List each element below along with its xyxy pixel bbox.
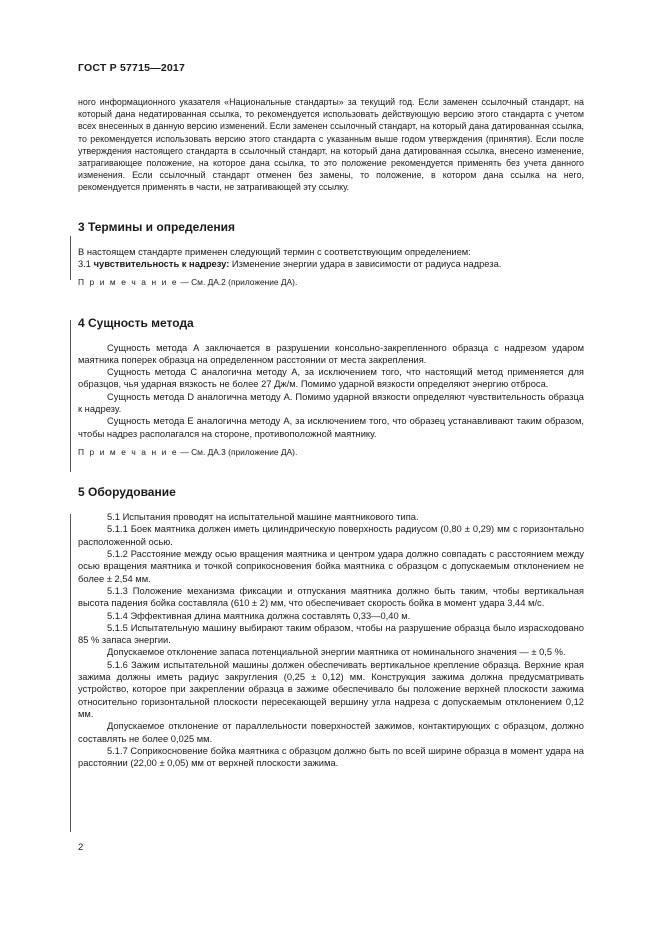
section-5-heading: 5 Оборудование: [78, 485, 176, 500]
section-5-paragraph: 5.1.2 Расстояние между осью вращения маятника и центром удара должно совпадать с расстоянием между осью вращения маятника и точкой соприкосновения бойка маятника с образцом с допускаемым отклонением не более ± 2,54 мм.: [78, 549, 584, 584]
term-definition: [78, 258, 584, 270]
section-5-paragraph: 5.1.6 Зажим испытательной машины должен обеспечивать вертикальное крепление образца. Верхние края зажима должны иметь радиус закругления (0,25 ± 0,12) мм. Конструкция зажима должна предусматривать устройство, которое при закреплении образца в зажиме обеспечивало бы положение верхней плоскости зажима относительно горизонтальной плоскости пересекающей вершину угла надреза с допускаемым отклонением 0,12 мм.: [78, 659, 584, 719]
section-5-paragraph: Допускаемое отклонение запаса потенциальной энергии маятника от номинального значения — ± 0,5 %.: [107, 647, 566, 658]
document-header: ГОСТ Р 57715—2017: [78, 62, 186, 74]
section-3-intro: В настоящем стандарте применен следующий термин с соответствующим определением:: [78, 246, 471, 257]
section-5-paragraph: 5.1.1 Боек маятника должен иметь цилиндрическую поверхность радиусом (0,80 ± 0,29) мм с горизонтально расположенной осью.: [78, 524, 584, 547]
section-4-paragraph: Сущность метода D аналогична методу А. Помимо ударной вязкости определяют чувствительность образца к надрезу.: [78, 391, 584, 414]
section-4-paragraph: Сущность метода С аналогична методу А, за исключением того, что настоящий метод применяется для образцов, чья ударная вязкость не более 27 Дж/м. Помимо ударной вязкости определяют энергию отброса.: [78, 367, 584, 390]
term-name: чувствительность к надрезу:: [93, 258, 230, 269]
section-5-paragraph: 5.1.7 Соприкосновение бойка маятника с образцом должно быть по всей ширине образца в момент удара на расстоянии (22,00 ± 0,05) мм от верхней плоскости зажима.: [78, 745, 584, 769]
page-number: 2: [78, 842, 84, 853]
document-body: [78, 96, 584, 769]
section-4-heading: 4 Сущность метода: [78, 315, 194, 330]
change-bar: [70, 514, 71, 832]
note-text: — См. ДА.2 (приложение ДА).: [178, 277, 298, 288]
section-5-paragraph: 5.1.5 Испытательную машину выбирают таким образом, чтобы на разрушение образца было израсходовано 85 % запаса энергии.: [78, 622, 584, 646]
change-bar: [70, 320, 71, 472]
note-label: П р и м е ч а н и е: [78, 277, 179, 288]
term-text: Изменение энергии удара в зависимости от радиуса надреза.: [229, 258, 502, 269]
intro-paragraph: ного информационного указателя «Национальные стандарты» за текущий год. Если заменен ссылочный стандарт, на который дана недатированная ссылка, то рекомендуется использовать действующую версию этого стандарта с учетом всех внесенных в данную версию изменений. Если заменен ссылочный стандарт, на который дана датированная ссылка, то рекомендуется использовать версию этого стандарта с указанным выше годом утверждения (принятия). Если после утверждения настоящего стандарта в ссылочный стандарт, на который дана датированная ссылка, внесено изменение, затрагивающее положение, на которое дана ссылка, то это положение рекомендуется применять без учета данного изменения. Если ссылочный стандарт отменен без замены, то положение, в котором дана ссылка на него, рекомендуется применять в части, не затрагивающей эту ссылку.: [78, 97, 584, 193]
section-4-paragraph: Сущность метода Е аналогична методу А, за исключением того, что образец устанавливают таким образом, чтобы надрез располагался на стороне, противоположной маятнику.: [78, 416, 584, 439]
section-3-note: [78, 276, 584, 288]
section-5-paragraph: 5.1 Испытания проводят на испытательной машине маятникового типа.: [107, 512, 419, 523]
change-bar: [70, 236, 71, 280]
note-text: — См. ДА.3 (приложение ДА).: [178, 446, 298, 457]
term-number: 3.1: [78, 258, 94, 269]
section-5-paragraph: 5.1.3 Положение механизма фиксации и отпускания маятника должно быть таким, чтобы вертикальная высота падения бойка составляла (610 ± 2) мм, что обеспечивает скорость бойка в момент удара 3,44 м/с.: [78, 585, 584, 609]
section-4-paragraph: Сущность метода А заключается в разрушении консольно-закрепленного образца с надрезом ударом маятника поперек образца на определенном расстоянии от места закрепления.: [78, 342, 584, 365]
section-5-paragraph: 5.1.4 Эффективная длина маятника должна составлять 0,33—0,40 м.: [107, 610, 411, 621]
section-5-paragraph: Допускаемое отклонение от параллельности поверхностей зажимов, контактирующих с образцом, должно составлять не более 0,025 мм.: [78, 721, 584, 744]
section-4-note: [78, 446, 584, 458]
section-3-heading: 3 Термины и определения: [78, 219, 236, 234]
note-label: П р и м е ч а н и е: [78, 446, 179, 457]
